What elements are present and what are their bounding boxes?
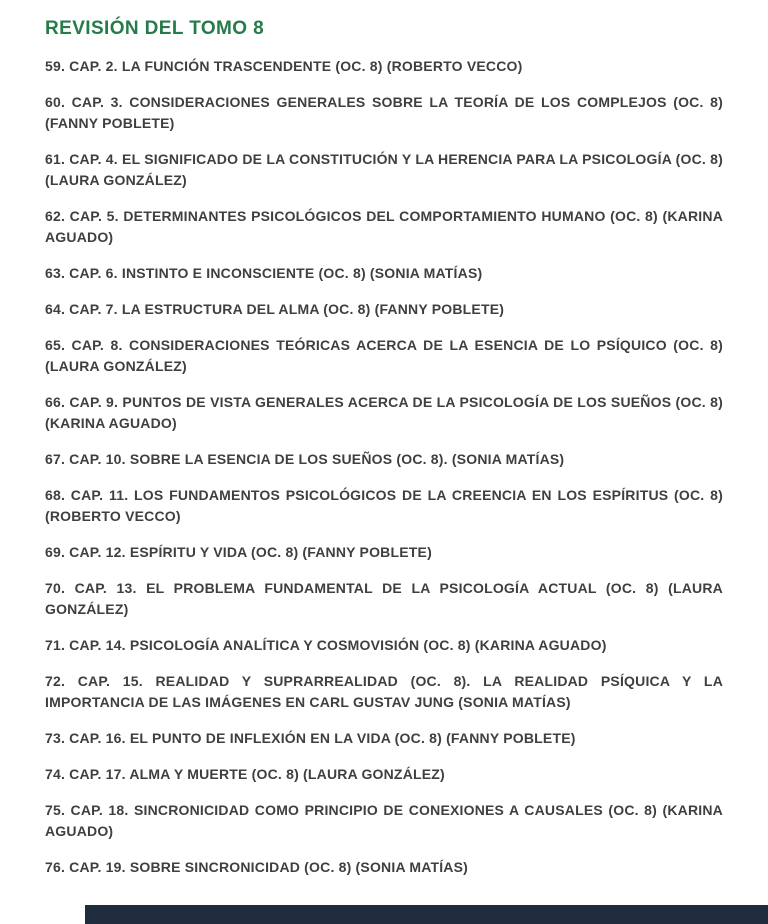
list-item: 73. CAP. 16. EL PUNTO DE INFLEXIÓN EN LA VIDA (OC. 8) (FANNY POBLETE) bbox=[45, 730, 576, 746]
list-item: 68. CAP. 11. LOS FUNDAMENTOS PSICOLÓGICOS DE LA CREENCIA EN LOS ESPÍRITUS (OC. 8) (ROBERTO VECCO) bbox=[45, 487, 723, 524]
list-item: 61. CAP. 4. EL SIGNIFICADO DE LA CONSTITUCIÓN Y LA HERENCIA PARA LA PSICOLOGÍA (OC. 8) (LAURA GONZÁLEZ) bbox=[45, 151, 723, 188]
review-list bbox=[45, 56, 723, 878]
list-item: 60. CAP. 3. CONSIDERACIONES GENERALES SOBRE LA TEORÍA DE LOS COMPLEJOS (OC. 8) (FANNY POBLETE) bbox=[45, 94, 723, 131]
list-item: 72. CAP. 15. REALIDAD Y SUPRARREALIDAD (OC. 8). LA REALIDAD PSÍQUICA Y LA IMPORTANCIA DE LAS IMÁGENES EN CARL GUSTAV JUNG (SONIA MATÍAS) bbox=[45, 673, 723, 710]
list-item: 71. CAP. 14. PSICOLOGÍA ANALÍTICA Y COSMOVISIÓN (OC. 8) (KARINA AGUADO) bbox=[45, 637, 607, 653]
list-item: 67. CAP. 10. SOBRE LA ESENCIA DE LOS SUEÑOS (OC. 8). (SONIA MATÍAS) bbox=[45, 451, 565, 467]
bottom-dark-bar bbox=[85, 905, 768, 924]
list-item: 64. CAP. 7. LA ESTRUCTURA DEL ALMA (OC. 8) (FANNY POBLETE) bbox=[45, 301, 505, 317]
list-item: 75. CAP. 18. SINCRONICIDAD COMO PRINCIPIO DE CONEXIONES A CAUSALES (OC. 8) (KARINA AGUADO) bbox=[45, 802, 723, 839]
page-title: REVISIÓN DEL TOMO 8 bbox=[45, 18, 265, 39]
list-item: 74. CAP. 17. ALMA Y MUERTE (OC. 8) (LAURA GONZÁLEZ) bbox=[45, 766, 445, 782]
list-item: 59. CAP. 2. LA FUNCIÓN TRASCENDENTE (OC. 8) (ROBERTO VECCO) bbox=[45, 58, 523, 74]
list-item: 66. CAP. 9. PUNTOS DE VISTA GENERALES ACERCA DE LA PSICOLOGÍA DE LOS SUEÑOS (OC. 8) (KARINA AGUADO) bbox=[45, 394, 723, 431]
list-item: 62. CAP. 5. DETERMINANTES PSICOLÓGICOS DEL COMPORTAMIENTO HUMANO (OC. 8) (KARINA AGUADO) bbox=[45, 208, 723, 245]
list-item: 69. CAP. 12. ESPÍRITU Y VIDA (OC. 8) (FANNY POBLETE) bbox=[45, 544, 432, 560]
list-item: 63. CAP. 6. INSTINTO E INCONSCIENTE (OC. 8) (SONIA MATÍAS) bbox=[45, 265, 483, 281]
list-item: 65. CAP. 8. CONSIDERACIONES TEÓRICAS ACERCA DE LA ESENCIA DE LO PSÍQUICO (OC. 8) (LAURA GONZÁLEZ) bbox=[45, 337, 723, 374]
list-item: 76. CAP. 19. SOBRE SINCRONICIDAD (OC. 8) (SONIA MATÍAS) bbox=[45, 859, 469, 875]
list-item: 70. CAP. 13. EL PROBLEMA FUNDAMENTAL DE LA PSICOLOGÍA ACTUAL (OC. 8) (LAURA GONZÁLEZ) bbox=[45, 580, 723, 617]
